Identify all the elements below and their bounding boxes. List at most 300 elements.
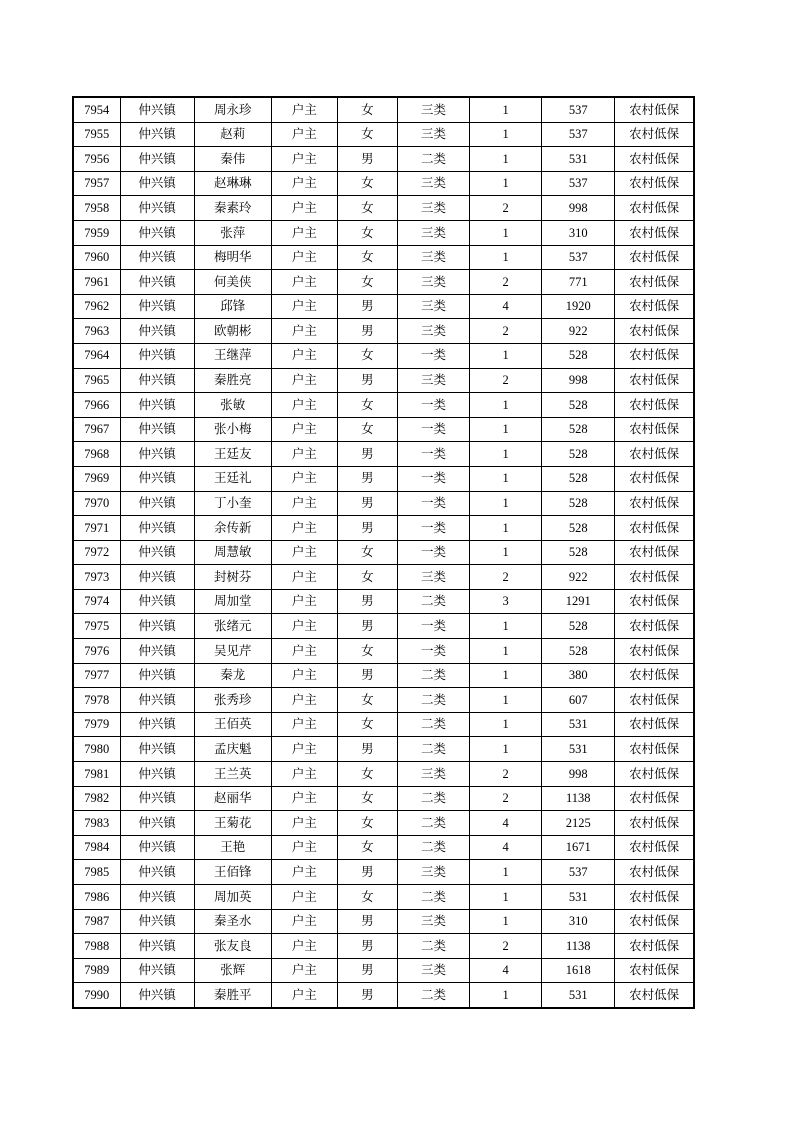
name-cell: 张敏 — [194, 393, 271, 418]
type-cell: 农村低保 — [615, 639, 694, 664]
amount-cell: 531 — [542, 885, 615, 910]
gender-cell: 女 — [337, 171, 397, 196]
amount-cell: 537 — [542, 171, 615, 196]
gender-cell: 女 — [337, 417, 397, 442]
type-cell: 农村低保 — [615, 171, 694, 196]
relation-cell: 户主 — [271, 909, 337, 934]
type-cell: 农村低保 — [615, 319, 694, 344]
town-cell: 仲兴镇 — [120, 171, 194, 196]
category-cell: 三类 — [397, 270, 469, 295]
table-row — [73, 958, 694, 983]
town-cell: 仲兴镇 — [120, 762, 194, 787]
type-cell: 农村低保 — [615, 909, 694, 934]
household-size-cell: 1 — [470, 171, 542, 196]
relation-cell: 户主 — [271, 934, 337, 959]
serial-number-cell: 7978 — [73, 688, 120, 713]
household-size-cell: 1 — [470, 393, 542, 418]
relation-cell: 户主 — [271, 786, 337, 811]
household-size-cell: 1 — [470, 639, 542, 664]
amount-cell: 528 — [542, 343, 615, 368]
household-size-cell: 4 — [470, 294, 542, 319]
gender-cell: 女 — [337, 835, 397, 860]
gender-cell: 男 — [337, 491, 397, 516]
type-cell: 农村低保 — [615, 540, 694, 565]
category-cell: 一类 — [397, 516, 469, 541]
name-cell: 秦龙 — [194, 663, 271, 688]
town-cell: 仲兴镇 — [120, 368, 194, 393]
type-cell: 农村低保 — [615, 565, 694, 590]
table-row — [73, 97, 694, 122]
category-cell: 三类 — [397, 909, 469, 934]
relation-cell: 户主 — [271, 368, 337, 393]
gender-cell: 女 — [337, 270, 397, 295]
gender-cell: 女 — [337, 393, 397, 418]
table-row — [73, 368, 694, 393]
gender-cell: 男 — [337, 958, 397, 983]
type-cell: 农村低保 — [615, 442, 694, 467]
household-size-cell: 2 — [470, 565, 542, 590]
amount-cell: 1671 — [542, 835, 615, 860]
amount-cell: 531 — [542, 983, 615, 1008]
relief-roster-table — [72, 96, 695, 1009]
gender-cell: 女 — [337, 220, 397, 245]
category-cell: 三类 — [397, 762, 469, 787]
type-cell: 农村低保 — [615, 786, 694, 811]
table-row — [73, 442, 694, 467]
table-row — [73, 540, 694, 565]
gender-cell: 女 — [337, 540, 397, 565]
table-row — [73, 565, 694, 590]
type-cell: 农村低保 — [615, 860, 694, 885]
table-row — [73, 885, 694, 910]
gender-cell: 女 — [337, 762, 397, 787]
town-cell: 仲兴镇 — [120, 466, 194, 491]
amount-cell: 922 — [542, 565, 615, 590]
gender-cell: 女 — [337, 885, 397, 910]
amount-cell: 607 — [542, 688, 615, 713]
category-cell: 二类 — [397, 147, 469, 172]
table-row — [73, 516, 694, 541]
table-row — [73, 589, 694, 614]
town-cell: 仲兴镇 — [120, 614, 194, 639]
household-size-cell: 2 — [470, 319, 542, 344]
amount-cell: 528 — [542, 540, 615, 565]
category-cell: 二类 — [397, 712, 469, 737]
household-size-cell: 2 — [470, 762, 542, 787]
serial-number-cell: 7961 — [73, 270, 120, 295]
gender-cell: 女 — [337, 565, 397, 590]
table-row — [73, 417, 694, 442]
category-cell: 一类 — [397, 442, 469, 467]
category-cell: 三类 — [397, 319, 469, 344]
type-cell: 农村低保 — [615, 712, 694, 737]
town-cell: 仲兴镇 — [120, 934, 194, 959]
table-row — [73, 983, 694, 1008]
category-cell: 一类 — [397, 466, 469, 491]
amount-cell: 310 — [542, 909, 615, 934]
category-cell: 三类 — [397, 368, 469, 393]
household-size-cell: 4 — [470, 835, 542, 860]
category-cell: 一类 — [397, 343, 469, 368]
category-cell: 一类 — [397, 417, 469, 442]
relation-cell: 户主 — [271, 393, 337, 418]
town-cell: 仲兴镇 — [120, 442, 194, 467]
name-cell: 秦胜平 — [194, 983, 271, 1008]
type-cell: 农村低保 — [615, 589, 694, 614]
category-cell: 二类 — [397, 885, 469, 910]
amount-cell: 998 — [542, 762, 615, 787]
town-cell: 仲兴镇 — [120, 885, 194, 910]
town-cell: 仲兴镇 — [120, 220, 194, 245]
category-cell: 三类 — [397, 860, 469, 885]
category-cell: 二类 — [397, 934, 469, 959]
name-cell: 王继萍 — [194, 343, 271, 368]
name-cell: 周加堂 — [194, 589, 271, 614]
type-cell: 农村低保 — [615, 885, 694, 910]
type-cell: 农村低保 — [615, 147, 694, 172]
name-cell: 王佰英 — [194, 712, 271, 737]
relation-cell: 户主 — [271, 811, 337, 836]
gender-cell: 男 — [337, 368, 397, 393]
table-row — [73, 220, 694, 245]
amount-cell: 537 — [542, 122, 615, 147]
type-cell: 农村低保 — [615, 958, 694, 983]
town-cell: 仲兴镇 — [120, 122, 194, 147]
relation-cell: 户主 — [271, 688, 337, 713]
serial-number-cell: 7964 — [73, 343, 120, 368]
town-cell: 仲兴镇 — [120, 491, 194, 516]
relation-cell: 户主 — [271, 147, 337, 172]
name-cell: 赵丽华 — [194, 786, 271, 811]
name-cell: 余传新 — [194, 516, 271, 541]
category-cell: 二类 — [397, 786, 469, 811]
relation-cell: 户主 — [271, 614, 337, 639]
household-size-cell: 1 — [470, 122, 542, 147]
amount-cell: 771 — [542, 270, 615, 295]
relation-cell: 户主 — [271, 958, 337, 983]
name-cell: 王廷礼 — [194, 466, 271, 491]
name-cell: 王兰英 — [194, 762, 271, 787]
table-row — [73, 393, 694, 418]
serial-number-cell: 7971 — [73, 516, 120, 541]
name-cell: 张小梅 — [194, 417, 271, 442]
serial-number-cell: 7960 — [73, 245, 120, 270]
category-cell: 三类 — [397, 97, 469, 122]
type-cell: 农村低保 — [615, 737, 694, 762]
category-cell: 三类 — [397, 294, 469, 319]
amount-cell: 528 — [542, 417, 615, 442]
town-cell: 仲兴镇 — [120, 909, 194, 934]
town-cell: 仲兴镇 — [120, 417, 194, 442]
category-cell: 二类 — [397, 737, 469, 762]
table-row — [73, 319, 694, 344]
town-cell: 仲兴镇 — [120, 516, 194, 541]
relation-cell: 户主 — [271, 491, 337, 516]
name-cell: 张友良 — [194, 934, 271, 959]
serial-number-cell: 7970 — [73, 491, 120, 516]
table-row — [73, 171, 694, 196]
gender-cell: 男 — [337, 983, 397, 1008]
household-size-cell: 1 — [470, 220, 542, 245]
household-size-cell: 1 — [470, 663, 542, 688]
name-cell: 秦圣水 — [194, 909, 271, 934]
gender-cell: 男 — [337, 147, 397, 172]
amount-cell: 1291 — [542, 589, 615, 614]
category-cell: 三类 — [397, 245, 469, 270]
type-cell: 农村低保 — [615, 245, 694, 270]
name-cell: 吴见芹 — [194, 639, 271, 664]
household-size-cell: 1 — [470, 442, 542, 467]
category-cell: 二类 — [397, 983, 469, 1008]
relation-cell: 户主 — [271, 639, 337, 664]
serial-number-cell: 7969 — [73, 466, 120, 491]
serial-number-cell: 7985 — [73, 860, 120, 885]
town-cell: 仲兴镇 — [120, 835, 194, 860]
name-cell: 赵琳琳 — [194, 171, 271, 196]
type-cell: 农村低保 — [615, 122, 694, 147]
name-cell: 张秀珍 — [194, 688, 271, 713]
relation-cell: 户主 — [271, 762, 337, 787]
type-cell: 农村低保 — [615, 614, 694, 639]
relation-cell: 户主 — [271, 737, 337, 762]
household-size-cell: 2 — [470, 368, 542, 393]
relation-cell: 户主 — [271, 122, 337, 147]
type-cell: 农村低保 — [615, 516, 694, 541]
table-row — [73, 663, 694, 688]
household-size-cell: 1 — [470, 540, 542, 565]
household-size-cell: 1 — [470, 245, 542, 270]
town-cell: 仲兴镇 — [120, 245, 194, 270]
relation-cell: 户主 — [271, 589, 337, 614]
household-size-cell: 2 — [470, 786, 542, 811]
type-cell: 农村低保 — [615, 934, 694, 959]
serial-number-cell: 7989 — [73, 958, 120, 983]
gender-cell: 女 — [337, 786, 397, 811]
household-size-cell: 1 — [470, 417, 542, 442]
household-size-cell: 1 — [470, 737, 542, 762]
category-cell: 二类 — [397, 589, 469, 614]
type-cell: 农村低保 — [615, 688, 694, 713]
serial-number-cell: 7990 — [73, 983, 120, 1008]
table-row — [73, 466, 694, 491]
name-cell: 周加英 — [194, 885, 271, 910]
town-cell: 仲兴镇 — [120, 343, 194, 368]
type-cell: 农村低保 — [615, 466, 694, 491]
relation-cell: 户主 — [271, 516, 337, 541]
name-cell: 秦素玲 — [194, 196, 271, 221]
gender-cell: 女 — [337, 712, 397, 737]
table-row — [73, 294, 694, 319]
town-cell: 仲兴镇 — [120, 737, 194, 762]
name-cell: 张辉 — [194, 958, 271, 983]
household-size-cell: 1 — [470, 885, 542, 910]
type-cell: 农村低保 — [615, 368, 694, 393]
table-row — [73, 196, 694, 221]
name-cell: 张萍 — [194, 220, 271, 245]
category-cell: 二类 — [397, 835, 469, 860]
type-cell: 农村低保 — [615, 811, 694, 836]
relation-cell: 户主 — [271, 983, 337, 1008]
gender-cell: 女 — [337, 245, 397, 270]
amount-cell: 528 — [542, 442, 615, 467]
household-size-cell: 1 — [470, 97, 542, 122]
relation-cell: 户主 — [271, 466, 337, 491]
name-cell: 王廷友 — [194, 442, 271, 467]
amount-cell: 1920 — [542, 294, 615, 319]
amount-cell: 922 — [542, 319, 615, 344]
serial-number-cell: 7957 — [73, 171, 120, 196]
gender-cell: 男 — [337, 860, 397, 885]
type-cell: 农村低保 — [615, 343, 694, 368]
table-row — [73, 909, 694, 934]
gender-cell: 男 — [337, 663, 397, 688]
serial-number-cell: 7955 — [73, 122, 120, 147]
town-cell: 仲兴镇 — [120, 294, 194, 319]
type-cell: 农村低保 — [615, 835, 694, 860]
type-cell: 农村低保 — [615, 294, 694, 319]
serial-number-cell: 7962 — [73, 294, 120, 319]
serial-number-cell: 7968 — [73, 442, 120, 467]
gender-cell: 男 — [337, 614, 397, 639]
town-cell: 仲兴镇 — [120, 97, 194, 122]
type-cell: 农村低保 — [615, 491, 694, 516]
serial-number-cell: 7956 — [73, 147, 120, 172]
relation-cell: 户主 — [271, 220, 337, 245]
household-size-cell: 1 — [470, 147, 542, 172]
name-cell: 欧朝彬 — [194, 319, 271, 344]
town-cell: 仲兴镇 — [120, 270, 194, 295]
serial-number-cell: 7959 — [73, 220, 120, 245]
relation-cell: 户主 — [271, 860, 337, 885]
table-row — [73, 343, 694, 368]
category-cell: 二类 — [397, 663, 469, 688]
table-row — [73, 614, 694, 639]
serial-number-cell: 7984 — [73, 835, 120, 860]
amount-cell: 531 — [542, 712, 615, 737]
gender-cell: 女 — [337, 196, 397, 221]
type-cell: 农村低保 — [615, 762, 694, 787]
name-cell: 张绪元 — [194, 614, 271, 639]
category-cell: 三类 — [397, 565, 469, 590]
serial-number-cell: 7980 — [73, 737, 120, 762]
table-row — [73, 491, 694, 516]
town-cell: 仲兴镇 — [120, 663, 194, 688]
household-size-cell: 1 — [470, 466, 542, 491]
category-cell: 三类 — [397, 958, 469, 983]
relation-cell: 户主 — [271, 319, 337, 344]
amount-cell: 528 — [542, 639, 615, 664]
category-cell: 三类 — [397, 196, 469, 221]
serial-number-cell: 7972 — [73, 540, 120, 565]
household-size-cell: 1 — [470, 516, 542, 541]
type-cell: 农村低保 — [615, 663, 694, 688]
relation-cell: 户主 — [271, 245, 337, 270]
gender-cell: 女 — [337, 122, 397, 147]
name-cell: 丁小奎 — [194, 491, 271, 516]
name-cell: 周永珍 — [194, 97, 271, 122]
household-size-cell: 1 — [470, 614, 542, 639]
household-size-cell: 2 — [470, 196, 542, 221]
household-size-cell: 1 — [470, 688, 542, 713]
table-row — [73, 147, 694, 172]
town-cell: 仲兴镇 — [120, 688, 194, 713]
relation-cell: 户主 — [271, 663, 337, 688]
category-cell: 三类 — [397, 171, 469, 196]
serial-number-cell: 7958 — [73, 196, 120, 221]
table-row — [73, 860, 694, 885]
serial-number-cell: 7988 — [73, 934, 120, 959]
category-cell: 一类 — [397, 614, 469, 639]
relation-cell: 户主 — [271, 171, 337, 196]
type-cell: 农村低保 — [615, 270, 694, 295]
town-cell: 仲兴镇 — [120, 860, 194, 885]
town-cell: 仲兴镇 — [120, 540, 194, 565]
amount-cell: 380 — [542, 663, 615, 688]
table-body — [73, 97, 694, 1008]
name-cell: 何美侠 — [194, 270, 271, 295]
table-row — [73, 786, 694, 811]
serial-number-cell: 7987 — [73, 909, 120, 934]
table-row — [73, 270, 694, 295]
type-cell: 农村低保 — [615, 196, 694, 221]
amount-cell: 1618 — [542, 958, 615, 983]
amount-cell: 528 — [542, 491, 615, 516]
name-cell: 秦伟 — [194, 147, 271, 172]
amount-cell: 998 — [542, 368, 615, 393]
town-cell: 仲兴镇 — [120, 712, 194, 737]
gender-cell: 男 — [337, 319, 397, 344]
gender-cell: 男 — [337, 516, 397, 541]
relation-cell: 户主 — [271, 885, 337, 910]
town-cell: 仲兴镇 — [120, 983, 194, 1008]
household-size-cell: 1 — [470, 491, 542, 516]
category-cell: 二类 — [397, 688, 469, 713]
table-row — [73, 245, 694, 270]
serial-number-cell: 7986 — [73, 885, 120, 910]
relation-cell: 户主 — [271, 270, 337, 295]
serial-number-cell: 7963 — [73, 319, 120, 344]
table-row — [73, 639, 694, 664]
name-cell: 封树芬 — [194, 565, 271, 590]
serial-number-cell: 7966 — [73, 393, 120, 418]
gender-cell: 男 — [337, 934, 397, 959]
town-cell: 仲兴镇 — [120, 196, 194, 221]
relation-cell: 户主 — [271, 97, 337, 122]
gender-cell: 男 — [337, 466, 397, 491]
amount-cell: 998 — [542, 196, 615, 221]
amount-cell: 531 — [542, 737, 615, 762]
name-cell: 秦胜亮 — [194, 368, 271, 393]
town-cell: 仲兴镇 — [120, 958, 194, 983]
serial-number-cell: 7981 — [73, 762, 120, 787]
category-cell: 二类 — [397, 811, 469, 836]
amount-cell: 528 — [542, 466, 615, 491]
household-size-cell: 1 — [470, 983, 542, 1008]
table-row — [73, 762, 694, 787]
household-size-cell: 1 — [470, 343, 542, 368]
table-row — [73, 688, 694, 713]
town-cell: 仲兴镇 — [120, 589, 194, 614]
category-cell: 一类 — [397, 639, 469, 664]
name-cell: 王菊花 — [194, 811, 271, 836]
gender-cell: 女 — [337, 343, 397, 368]
household-size-cell: 2 — [470, 934, 542, 959]
household-size-cell: 1 — [470, 860, 542, 885]
relation-cell: 户主 — [271, 294, 337, 319]
serial-number-cell: 7976 — [73, 639, 120, 664]
name-cell: 赵莉 — [194, 122, 271, 147]
amount-cell: 528 — [542, 516, 615, 541]
